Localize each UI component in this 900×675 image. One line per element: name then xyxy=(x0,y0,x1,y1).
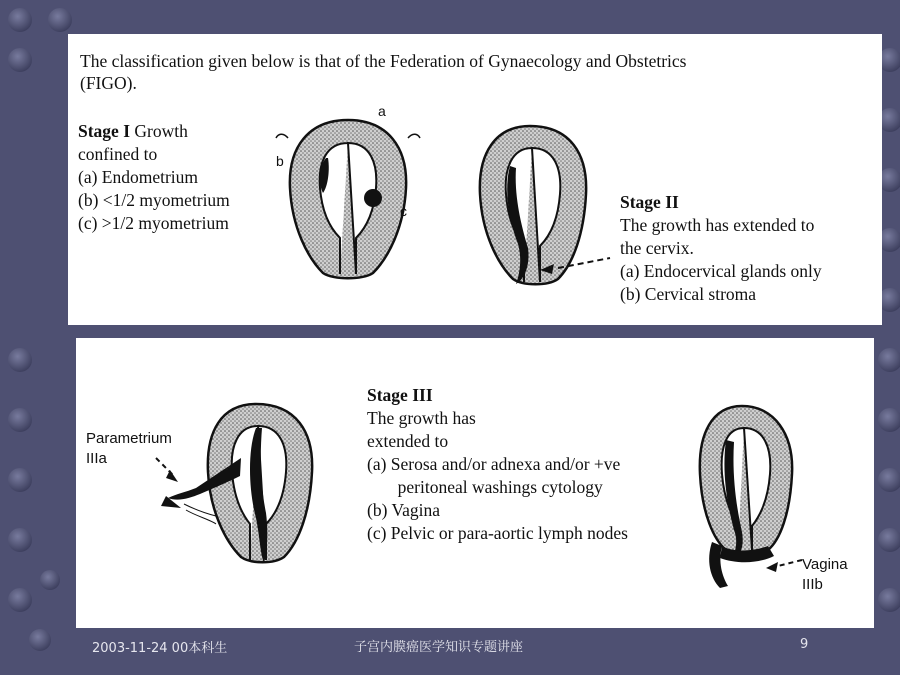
footer-title: 子宫内膜癌医学知识专题讲座 xyxy=(354,640,524,655)
stage-2-line-3: the cervix. xyxy=(620,238,694,258)
stage-3-parametrium-figure xyxy=(156,398,336,568)
stage-3-item-a-cont: peritoneal washings cytology xyxy=(367,477,603,497)
stage-3-vagina-figure xyxy=(692,400,812,600)
stage-3-line-3: extended to xyxy=(367,431,449,451)
stage-2-heading xyxy=(620,191,679,213)
intro-line-2: (FIGO). xyxy=(80,73,137,93)
figure-label-c: c xyxy=(400,203,407,219)
stage-1-uterus-figure xyxy=(268,98,428,288)
stage-3-item-a: (a) Serosa and/or adnexa and/or +ve xyxy=(367,454,621,474)
stage-1-heading-line xyxy=(78,120,188,142)
stage-1-heading-rest: Growth xyxy=(134,121,188,141)
stage-2-heading-text: Stage II xyxy=(620,192,679,212)
label-parametrium: Parametrium xyxy=(86,430,172,447)
stage-2-item-b: (b) Cervical stroma xyxy=(620,284,757,304)
stage-2-uterus-figure xyxy=(470,118,620,298)
stage-1-line-2: confined to xyxy=(78,144,158,164)
label-vagina-sub: IIIb xyxy=(802,576,823,593)
stage-3-panel xyxy=(76,338,874,628)
stage-1-item-a: (a) Endometrium xyxy=(78,167,199,187)
label-vagina: Vagina xyxy=(802,556,848,573)
stage-1-heading: Stage I xyxy=(78,121,131,141)
stage-1-2-panel xyxy=(68,34,882,325)
label-parametrium-sub: IIIa xyxy=(86,450,107,467)
stage-1-item-c: (c) >1/2 myometrium xyxy=(78,213,229,233)
stage-3-heading-text: Stage III xyxy=(367,385,433,405)
footer-audience: 本科生 xyxy=(188,641,228,656)
stage-3-line-2: The growth has xyxy=(367,408,476,428)
footer-date xyxy=(92,637,227,656)
footer-date-text: 2003-11-24 00 xyxy=(92,641,189,656)
page-number: 9 xyxy=(800,637,809,652)
stage-3-heading xyxy=(367,384,433,406)
stage-1-item-b: (b) <1/2 myometrium xyxy=(78,190,230,210)
stage-2-line-2: The growth has extended to xyxy=(620,215,815,235)
stage-2-item-a: (a) Endocervical glands only xyxy=(620,261,822,281)
figure-label-b: b xyxy=(276,153,284,169)
stage-3-item-b: (b) Vagina xyxy=(367,500,441,520)
stage-3-item-c: (c) Pelvic or para-aortic lymph nodes xyxy=(367,523,628,543)
figure-label-a: a xyxy=(378,103,386,119)
intro-line-1: The classification given below is that of the Federation of Gynaecology and Obstetrics xyxy=(80,51,687,71)
